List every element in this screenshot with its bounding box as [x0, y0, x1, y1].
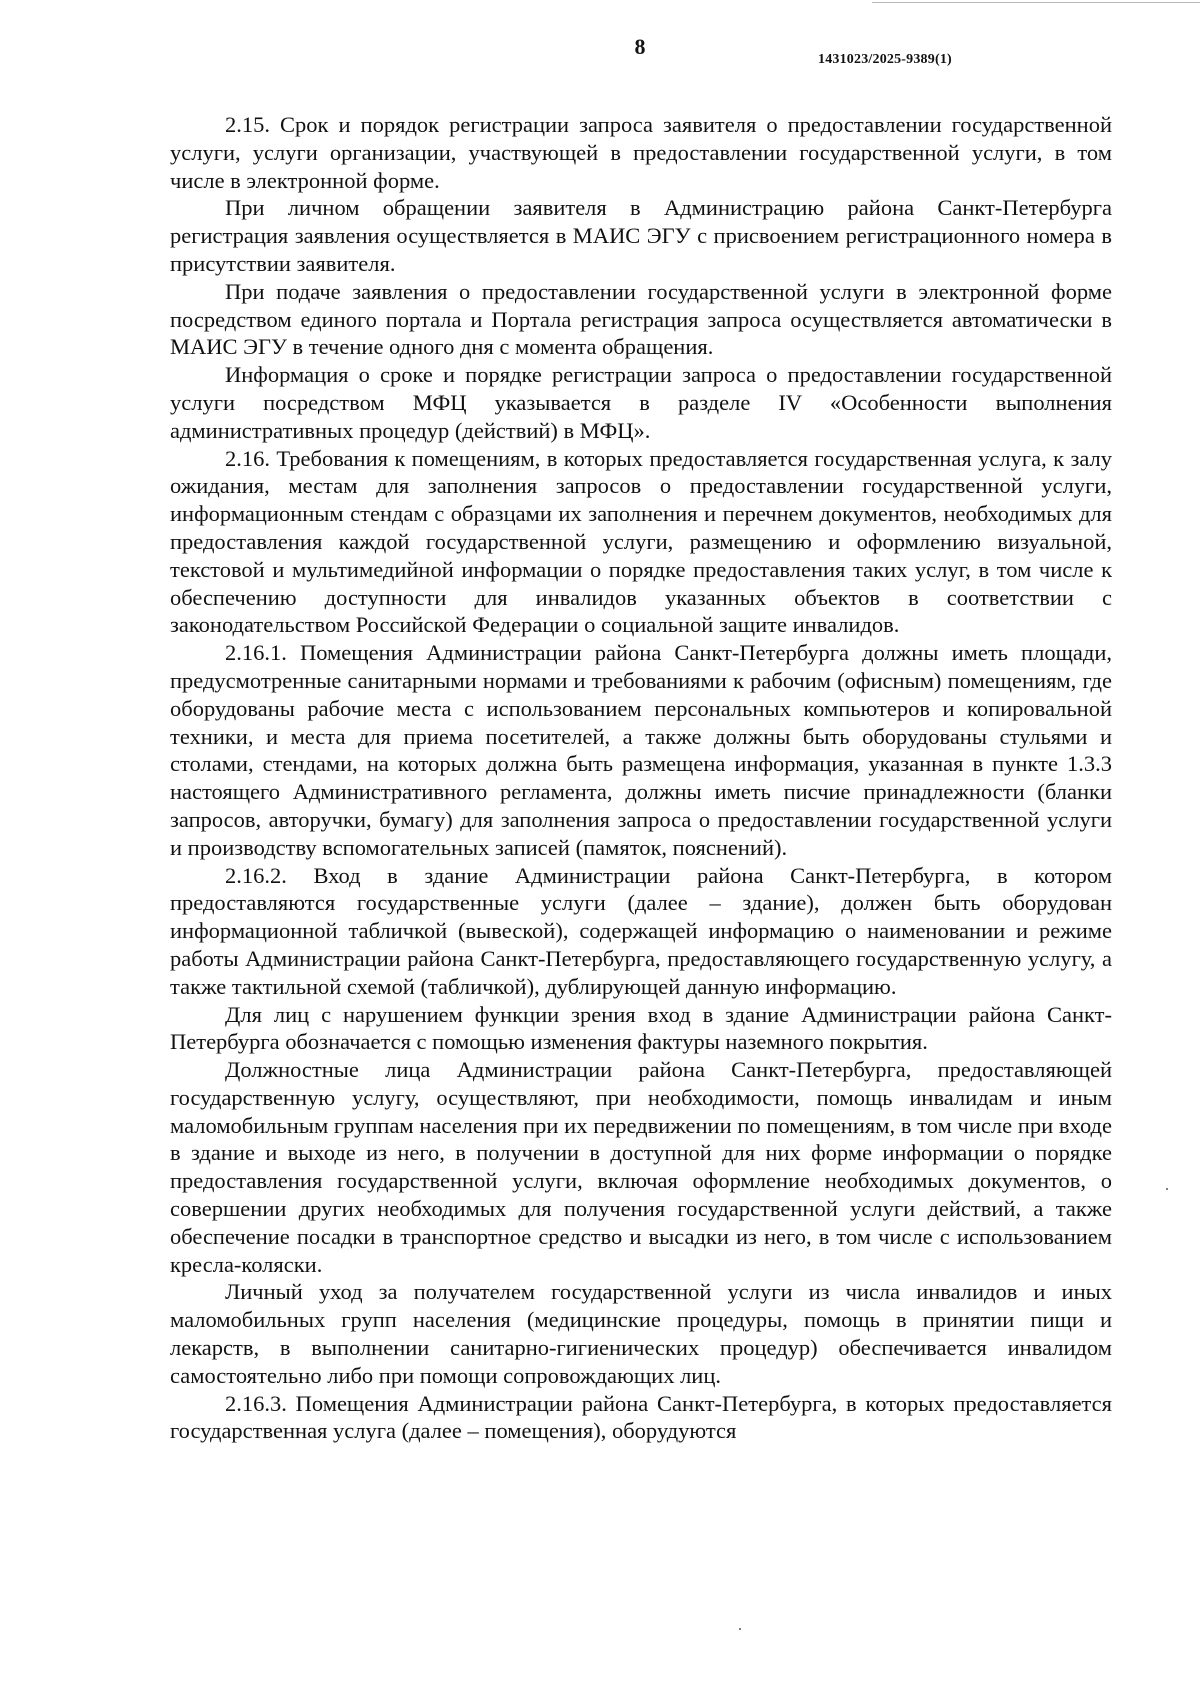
paragraph-personal-care: Личный уход за получателем государственной услуги из числа инвалидов и иных маломобильных групп населения (медицинские процедуры, помощь в принятии пищи и лекарств, в выполнении санитарно-гигиенических процедур) обеспечивается инвалидом самостоятельно либо при помощи сопровождающих лиц. — [170, 1279, 1112, 1388]
paragraph-2-16-3: 2.16.3. Помещения Администрации района Санкт-Петербурга, в которых предоставляется государственная услуга (далее – помещения), оборудуются — [170, 1390, 1112, 1444]
paragraph-personal-visit: При личном обращении заявителя в Администрацию района Санкт-Петербурга регистрация заявления осуществляется в МАИС ЭГУ с присвоением регистрационного номера в присутствии заявителя. — [170, 195, 1112, 276]
paragraph-vision-impaired: Для лиц с нарушением функции зрения вход в здание Администрации района Санкт-Петербурга обозначается с помощью изменения фактуры наземного покрытия. — [170, 1001, 1112, 1055]
paragraph-2-16-1: 2.16.1. Помещения Администрации района Санкт-Петербурга должны иметь площади, предусмотренные санитарными нормами и требованиями к рабочим (офисным) помещениям, где оборудованы рабочие места с использованием персональных компьютеров и копировальной техники, и места для приема посетителей, а также должны быть оборудованы стульями и столами, стендами, на которых должна быть размещена информация, указанная в пункте 1.3.3 настоящего Административного регламента, должны иметь писчие принадлежности (бланки запросов, авторучки, бумагу) для заполнения запроса о предоставлении государственной услуги и производству вспомогательных записей (памяток, пояснений). — [170, 640, 1112, 860]
paragraph-2-16-2: 2.16.2. Вход в здание Администрации района Санкт-Петербурга, в котором предоставляются государственные услуги (далее – здание), должен быть оборудован информационной табличкой (вывеской), содержащей информацию о наименовании и режиме работы Администрации района Санкт-Петербурга, предоставляющего государственную услугу, а также тактильной схемой (табличкой), дублирующей данную информацию. — [170, 862, 1112, 999]
page-number: 8 — [634, 34, 646, 59]
document-body — [170, 111, 1112, 1445]
paragraph-mfc-registration: Информация о сроке и порядке регистрации запроса о предоставлении государственной услуги посредством МФЦ указывается в разделе IV «Особенности выполнения административных процедур (действий) в МФЦ». — [170, 362, 1112, 443]
top-border-line — [872, 2, 1200, 3]
paragraph-2-15: 2.15. Срок и порядок регистрации запроса заявителя о предоставлении государственной услуги, услуги организации, участвующей в предоставлении государственной услуги, в том числе в электронной форме. — [170, 112, 1112, 193]
paragraph-electronic-submission: При подаче заявления о предоставлении государственной услуги в электронной форме посредством единого портала и Портала регистрация запроса осуществляется автоматически в МАИС ЭГУ в течение одного дня с момента обращения. — [170, 278, 1112, 360]
scan-speck — [1166, 1188, 1168, 1190]
paragraph-2-16: 2.16. Требования к помещениям, в которых предоставляется государственная услуга, к залу ожидания, местам для заполнения запросов о предоставлении государственной услуги, информационным стендам с образцами их заполнения и перечнем документов, необходимых для предоставления каждой государственной услуги, размещению и оформлению визуальной, текстовой и мультимедийной информации о порядке предоставления таких услуг, в том числе к обеспечению доступности для инвалидов указанных объектов в соответствии с законодательством Российской Федерации о социальной защите инвалидов. — [170, 445, 1112, 638]
scan-speck — [739, 1628, 741, 1630]
document-id: 1431023/2025-9389(1) — [818, 52, 952, 67]
paragraph-officials-assistance: Должностные лица Администрации района Санкт-Петербурга, предоставляющей государственную услугу, осуществляют, при необходимости, помощь инвалидам и иным маломобильным группам населения при их передвижении по помещениям, в том числе при входе в здание и выходе из него, в получении в доступной для них форме информации о порядке предоставления государственной услуги, включая оформление необходимых документов, о совершении других необходимых для получения государственной услуги действий, а также обеспечение посадки в транспортное средство и высадки из него, в том числе с использованием кресла-коляски. — [170, 1057, 1112, 1277]
